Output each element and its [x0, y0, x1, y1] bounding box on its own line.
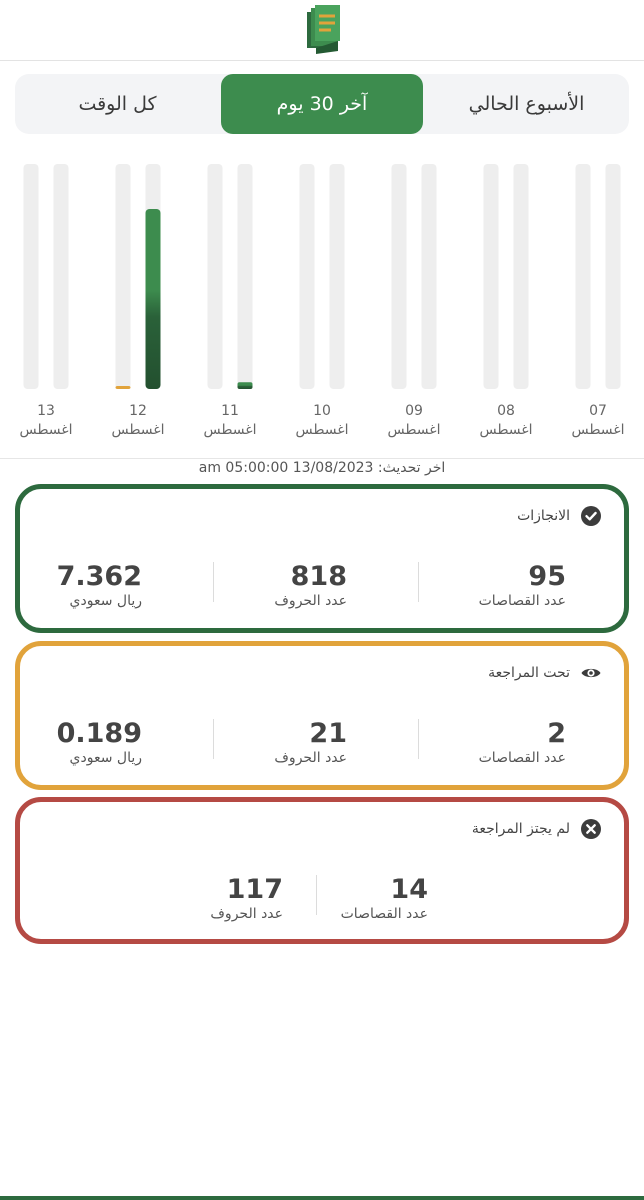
month-name: اغسطس: [571, 422, 625, 438]
stat-clips: [308, 802, 428, 942]
day-label: [563, 402, 633, 440]
stat-label: عدد القصاصات: [478, 593, 566, 609]
tab-all-time[interactable]: كل الوقت: [78, 93, 157, 115]
bar-green: [238, 382, 253, 389]
last-updated-text: اخر تحديث: 13/08/2023 05:00:00 am: [198, 460, 446, 476]
day-number: 13: [37, 403, 55, 419]
card-title: الانجازات: [517, 508, 570, 524]
bar-chart: [0, 150, 644, 400]
period-tabs: [15, 74, 629, 134]
stat-value: 2: [547, 718, 566, 749]
bar-track: [116, 164, 131, 389]
stat-riyal: [22, 489, 142, 629]
day-label: [11, 402, 81, 440]
x-circle-icon: [580, 818, 602, 840]
stat-label: عدد القصاصات: [340, 906, 428, 922]
rejected-card: [15, 797, 629, 944]
bar-track: [330, 164, 345, 389]
day-number: 10: [313, 403, 331, 419]
day-number: 07: [589, 403, 607, 419]
card-title: تحت المراجعة: [488, 665, 570, 681]
bar-track: [238, 164, 253, 389]
achievements-card: [15, 484, 629, 633]
logo-icon: [302, 4, 342, 54]
bar-track: [300, 164, 315, 389]
eye-icon: [580, 662, 602, 684]
day-label: [471, 402, 541, 440]
day-label: [195, 402, 265, 440]
card-title: لم يجتز المراجعة: [471, 821, 570, 837]
bar-track: [514, 164, 529, 389]
stat-label: عدد القصاصات: [478, 750, 566, 766]
day-label: [379, 402, 449, 440]
day-number: 12: [129, 403, 147, 419]
stat-clips: [446, 646, 566, 786]
stat-value: 117: [226, 874, 283, 905]
app-header: [0, 0, 644, 61]
bar-track: [422, 164, 437, 389]
bar-track: [24, 164, 39, 389]
stat-value: 0.189: [56, 718, 142, 749]
day-number: 11: [221, 403, 239, 419]
stat-value: 14: [390, 874, 428, 905]
stat-label: ريال سعودي: [69, 593, 142, 609]
stat-divider: [418, 562, 419, 602]
stat-letters: [227, 646, 347, 786]
stat-label: ريال سعودي: [69, 750, 142, 766]
bar-track: [392, 164, 407, 389]
stat-value: 818: [290, 561, 347, 592]
stat-riyal: [22, 646, 142, 786]
month-name: اغسطس: [111, 422, 165, 438]
stat-label: عدد الحروف: [274, 593, 347, 609]
month-name: اغسطس: [203, 422, 257, 438]
month-name: اغسطس: [19, 422, 73, 438]
stat-clips: [446, 489, 566, 629]
tab-last-30-days[interactable]: آخر 30 يوم: [221, 74, 423, 134]
bottom-bar: [0, 1196, 644, 1200]
daily-chart: [0, 150, 644, 450]
bar-track: [208, 164, 223, 389]
stat-value: 7.362: [56, 561, 142, 592]
bar-track: [54, 164, 69, 389]
divider: [0, 458, 644, 459]
month-name: اغسطس: [387, 422, 441, 438]
stat-divider: [213, 719, 214, 759]
bar-track: [576, 164, 591, 389]
stat-label: عدد الحروف: [274, 750, 347, 766]
bar-green: [146, 209, 161, 389]
month-name: اغسطس: [295, 422, 349, 438]
stat-divider: [213, 562, 214, 602]
stat-divider: [418, 719, 419, 759]
stat-value: 95: [528, 561, 566, 592]
month-name: اغسطس: [479, 422, 533, 438]
stat-divider: [316, 875, 317, 915]
tab-current-week[interactable]: الأسبوع الحالي: [468, 93, 585, 115]
bar-track: [484, 164, 499, 389]
day-label: [103, 402, 173, 440]
bar-track: [606, 164, 621, 389]
stat-letters: [227, 489, 347, 629]
bar-orange: [116, 386, 131, 389]
stat-letters: [163, 802, 283, 942]
card-header: [472, 818, 602, 840]
stat-value: 21: [309, 718, 347, 749]
day-label: [287, 402, 357, 440]
day-number: 08: [497, 403, 515, 419]
day-number: 09: [405, 403, 423, 419]
stat-label: عدد الحروف: [210, 906, 283, 922]
under-review-card: [15, 641, 629, 790]
check-circle-icon: [580, 505, 602, 527]
